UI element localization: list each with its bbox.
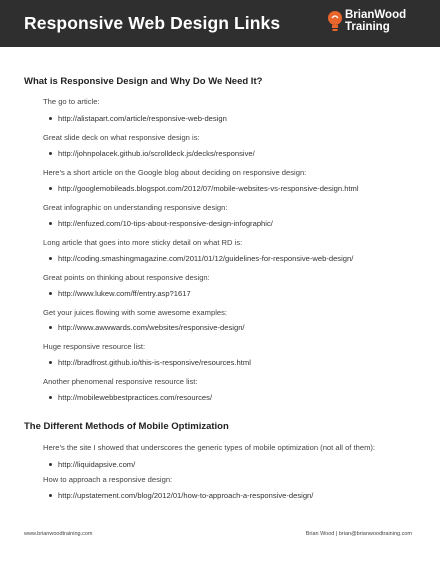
item-intro: Get your juices flowing with some awesome examples:	[43, 308, 228, 317]
item-intro: Here’s a short article on the Google blog about deciding on responsive design:	[43, 168, 307, 177]
link-item[interactable]	[49, 219, 273, 228]
item-intro: The go to article:	[43, 97, 100, 106]
link-item[interactable]	[49, 184, 359, 193]
item-intro: Another phenomenal responsive resource list:	[43, 377, 198, 386]
page-header	[0, 0, 440, 47]
link-text[interactable]: http://alistapart.com/article/responsive-web-design	[58, 114, 227, 123]
link-text[interactable]: http://www.lukew.com/ff/entry.asp?1617	[58, 289, 191, 298]
lightbulb-icon	[327, 10, 343, 34]
link-item[interactable]	[49, 254, 353, 263]
link-item[interactable]	[49, 323, 245, 332]
link-item[interactable]	[49, 358, 251, 367]
bullet-icon	[49, 463, 52, 466]
brand-line-2: Training	[345, 21, 390, 33]
brand-name	[345, 9, 406, 33]
link-text[interactable]: http://upstatement.com/blog/2012/01/how-to-approach-a-responsive-design/	[58, 491, 314, 500]
link-text[interactable]: http://liquidapsive.com/	[58, 460, 136, 469]
link-text[interactable]: http://coding.smashingmagazine.com/2011/01/12/guidelines-for-responsive-web-design/	[58, 254, 354, 263]
link-item[interactable]	[49, 491, 313, 500]
link-item[interactable]	[49, 460, 135, 469]
link-text[interactable]: http://googlemobileads.blogspot.com/2012/07/mobile-websites-vs-responsive-design.html	[58, 184, 359, 193]
bullet-icon	[49, 257, 52, 260]
item-intro: Long article that goes into more sticky detail on what RD is:	[43, 238, 243, 247]
link-text[interactable]: http://mobilewebbestpractices.com/resources/	[58, 393, 213, 402]
section-heading-2: The Different Methods of Mobile Optimization	[24, 421, 229, 432]
link-text[interactable]: http://www.awwwards.com/websites/responsive-design/	[58, 323, 245, 332]
item-intro: Great slide deck on what responsive design is:	[43, 133, 200, 142]
page-title: Responsive Web Design Links	[24, 13, 281, 33]
link-text[interactable]: http://enfuzed.com/10-tips-about-responsive-design-infographic/	[58, 219, 273, 228]
bullet-icon	[49, 361, 52, 364]
link-item[interactable]	[49, 289, 191, 298]
section-heading-1: What is Responsive Design and Why Do We Need It?	[24, 76, 263, 87]
footer-contact[interactable]: Brian Wood | brian@brianwoodtraining.com	[305, 531, 412, 537]
item-intro: How to approach a responsive design:	[43, 475, 173, 484]
link-item[interactable]	[49, 149, 255, 158]
bullet-icon	[49, 222, 52, 225]
link-item[interactable]	[49, 114, 227, 123]
bullet-icon	[49, 187, 52, 190]
bullet-icon	[49, 396, 52, 399]
bullet-icon	[49, 494, 52, 497]
footer-website[interactable]: www.brianwoodtraining.com	[24, 531, 93, 537]
brand-line-1: BrianWood	[345, 9, 407, 21]
link-text[interactable]: http://bradfrost.github.io/this-is-responsive/resources.html	[58, 358, 251, 367]
bullet-icon	[49, 292, 52, 295]
link-text[interactable]: http://johnpolacek.github.io/scrolldeck.js/decks/responsive/	[58, 149, 255, 158]
item-intro: Great points on thinking about responsive design:	[43, 273, 210, 282]
item-intro: Here’s the site I showed that underscores the generic types of mobile optimization (not all of them):	[43, 443, 376, 452]
brand-logo[interactable]	[327, 9, 437, 39]
item-intro: Huge responsive resource list:	[43, 342, 146, 351]
item-intro: Great infographic on understanding responsive design:	[43, 203, 228, 212]
link-item[interactable]	[49, 393, 212, 402]
bullet-icon	[49, 326, 52, 329]
bullet-icon	[49, 152, 52, 155]
bullet-icon	[49, 117, 52, 120]
